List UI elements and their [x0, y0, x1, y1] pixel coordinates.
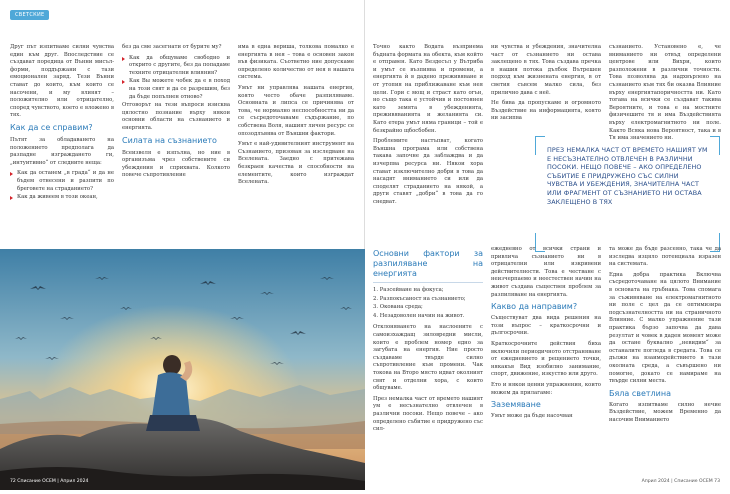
- paragraph: Точно както Водата възприема бъдната формата на обекта, към който е отправен. Като Вездесъл у Вътриба и умът се възпиява и промени, а енергията ѝ в дадено преживяване и от утопия на приближаване към нея цели. Гори с мощ и страст като огън, но също така е устойчив и постоянен като земята в убежденията, преживяванията и желанията си. Като етера умът няма граници – той е безкрайно щбосбобен.: [373, 44, 483, 134]
- bullet-list: [122, 55, 230, 102]
- left-column-1: [10, 44, 114, 203]
- section-heading: Силата на съзнанието: [122, 135, 217, 145]
- heading-rule: [373, 282, 483, 283]
- list-item: Как да останем „в града“ и да не бъдем отнесени и разпити по бреговете на страданието?: [10, 170, 114, 193]
- pull-quote-text: ПРЕЗ НЕМАЛКА ЧАСТ ОТ ВРЕМЕТО НАШИЯТ УМ Е НЕСЪЗНАТЕЛНО ОТВЛЕЧЕН В РАЗЛИЧНИ ПОСОКИ. НЕЩО ПОВЕЧЕ – АКО ОПРЕДЕЛЕНО СЪБИТИЕ Е ПРИДРУЖЕНО СЪС СИЛНИ ЧУВСТВА И УБЕЖДЕНИЯ, ЗНАЧИТЕЛНА ЧАСТ ИЛИ ФРАГМЕНТ ОТ СЪЗНАНИЕТО НИ ОСТАВА ЗАКЛЕЩЕНО В ТЯХ: [547, 146, 708, 206]
- paragraph: През немалка част от времето нашият ум е несъзнателно отвлечен в различни посоки. Нещо повече – ако определено събитие е придружено със сил-: [373, 395, 483, 433]
- left-page: [0, 0, 365, 490]
- right-column-2: [491, 44, 601, 134]
- paragraph: Умът ни управлява нашата енергия, която често обаче разпиляваме. Основната и липса се причинява от това, че нормално неспособността ни да се съсредоточаваме съдържание, по собствена Воля, нашият личен ресурс се опозодлъвява от Външни фактори.: [238, 84, 354, 137]
- bullet-list: [10, 170, 114, 201]
- right-page: [365, 0, 730, 490]
- paragraph: Отговорът на тези въпроси изисква цялостно познание върху някои основни области на съзнанието и енергията.: [122, 102, 230, 131]
- right-bottom-column-1: [373, 246, 483, 482]
- sunset-scene-illustration: [0, 249, 365, 490]
- paragraph: Пътят за обладаването на положението предполага да разпадне изграждането ги, „интуитивно“ от следните неща:: [10, 136, 114, 166]
- paragraph: съзнанието. Установено е, че вниманието ни отвъд определени центрове или Вихри, които разположени в различни точности. Това позволява да надхвърлено на съзнанието към тях би оказва Влияние върху енергиятапоричността ни. Като тогава на всички се създават такива Вероятните, и това е на мостните физичешите тя и има Въздействията върху електромагнитното ни поле. Както Всяка нова Вероятност, така и в Тя има значението ни.: [609, 44, 721, 142]
- paragraph: ни чувства и убеждения, значителна част от съзнанието ни остава заклещено в тях. Това създава пречка в нашия потока дълбок Вътрешен подход към жизнената енергия, в от светия съвсем малко сила, без прилично дава с неё.: [491, 44, 601, 96]
- paragraph: та може да бъде разсеяно, така че да изследва изцяло потенциала изразен на системата.: [609, 246, 721, 268]
- section-tag: СВЕТСКИЕ: [10, 10, 49, 20]
- right-bottom-column-3: [609, 246, 721, 482]
- section-heading: Как да се справим?: [10, 122, 93, 132]
- paragraph: Проблемите настъпват, когато Външна програма или собствена такава започне да заблаждва и да изчерпва ресурса ни. Някои хора стават изключително добри в това да насадят вниманието си или да споделят страданието на някой, а други ставят „добри“ в това да го снедват.: [373, 138, 483, 205]
- list-item: 2. Разпокъсаност на съзнанието;: [373, 295, 466, 302]
- section-heading: Какво да направим?: [491, 302, 578, 312]
- right-column-1: [373, 44, 483, 209]
- paragraph: има в една вериша, толкова помалко е енергията в нея – това е основен закон във физиката. Съответно ние допускаме определено количество от нея в нашата система.: [238, 44, 354, 81]
- list-item: 1. Разсейване на фокуса;: [373, 287, 444, 293]
- list-item: 3. Окована среда;: [373, 304, 423, 311]
- left-column-2: [122, 44, 230, 183]
- right-column-3: [609, 44, 721, 142]
- paragraph: Ето и някои ценни упражнения, които можем да прилагаме:: [491, 381, 601, 396]
- right-bottom-column-2: [491, 246, 601, 482]
- left-column-3: [238, 44, 354, 190]
- section-heading: Бяла светлина: [609, 388, 671, 398]
- list-item: Как Вы можете чобек да е в поход на този свят и да се разрешим, без да бъде попълнен отново?: [122, 78, 230, 101]
- paragraph: Умът е най-удивителният инструмент на Съзнанието, призован за изследване на Вселената. Заедно с притежава безкраен качества и способности на елементите, които изграждат Вселената.: [238, 141, 354, 186]
- numbered-list: [373, 287, 483, 320]
- hero-photo: [0, 249, 365, 490]
- page-folio-left: 72 Списание ОСЕМ | Април 2024: [10, 479, 89, 484]
- paragraph: Умът може да бъде насочван: [491, 413, 573, 420]
- list-item: Как да общуваме свободно и открито с другите, без да попадаме техните отрицателни влияния?: [122, 55, 230, 78]
- pull-quote: [535, 136, 720, 252]
- paragraph: Когато изпитваме силно нечие Въздействие, можем Временно да насочим Вниманието: [609, 401, 721, 423]
- paragraph: Отклоняването на наслоените с самоизхаждащ зиловредни мисли, които е проблем номер едно за загубата на енергия. Ние просто създаваме твърде силно съпротивление към промени. Чак токова на Второ място идват околният свят и отделни хора, с които общуваме.: [373, 324, 483, 392]
- paragraph: Една добра практика Включва съсредоточаване на цялото Внимание в основата на гръбнака. Това спомага за съживяване на електромагнитното ни поле с цел да се оптимизира подсъзнателността ни на страничното Влияние. С малко упражнение тази практика бързо започва да дава резултат и човек в даден момент може да остане буквално „невидим“ за останалите погледа в средата. Това се дължи на взаимодействието в тази околната среда, а съвършено ни помогне, докато се намираме на твърде силни места.: [609, 271, 721, 385]
- paragraph: Не бива да пропускаме и огромното Въздействие на информацията, която ни засипва: [491, 100, 601, 122]
- paragraph: Съществуват два вида решения на този въпрос – краткосрочни и дългосрочни.: [491, 315, 601, 337]
- paragraph: Друг път изпитваме силни чувства един към друг. Впоследствие се създават поредица от Вънни мисъл-форми, поддържани с тази емоционален заряд. Тези Вънни стават до които, към които се насочени, и му влияят – положително или отрицателно, според чувството, което е вложено в тях.: [10, 44, 114, 119]
- paragraph: ежедневно от всички страни и привлича съзнанието ни в отрицателни или изкривени действителности. Това е честване с неизчерпаемо и неестествен начин на живот създава съществен проблем за разпиляване на енергията.: [491, 246, 601, 298]
- list-item: Как да живеем в този океан,: [10, 194, 114, 202]
- paragraph: Краткосрочните действия биха включили периодичното отстраняване от ежедневието и рещението точки, някакъв Вид изобилно занимание, спорт, движение, изкуство или друго.: [491, 340, 601, 378]
- page-folio-right: Април 2024 | Списание ОСЕМ 73: [641, 479, 720, 484]
- section-heading: Основни фактори за разпиляване на енергията: [373, 249, 483, 278]
- paragraph: без да сме засегнати от бурите му?: [122, 44, 222, 50]
- quote-bracket-top-left: [535, 136, 545, 155]
- section-heading: Заземяване: [491, 400, 541, 410]
- list-item: 4. Незадоволен начин на живот.: [373, 312, 465, 319]
- paragraph: Всеизвеля е изпълна, но ние в организъма чрез собствените си убеждения и сприхвата. Колкото повече съпротивление: [122, 149, 230, 179]
- quote-bracket-top-right: [710, 136, 720, 155]
